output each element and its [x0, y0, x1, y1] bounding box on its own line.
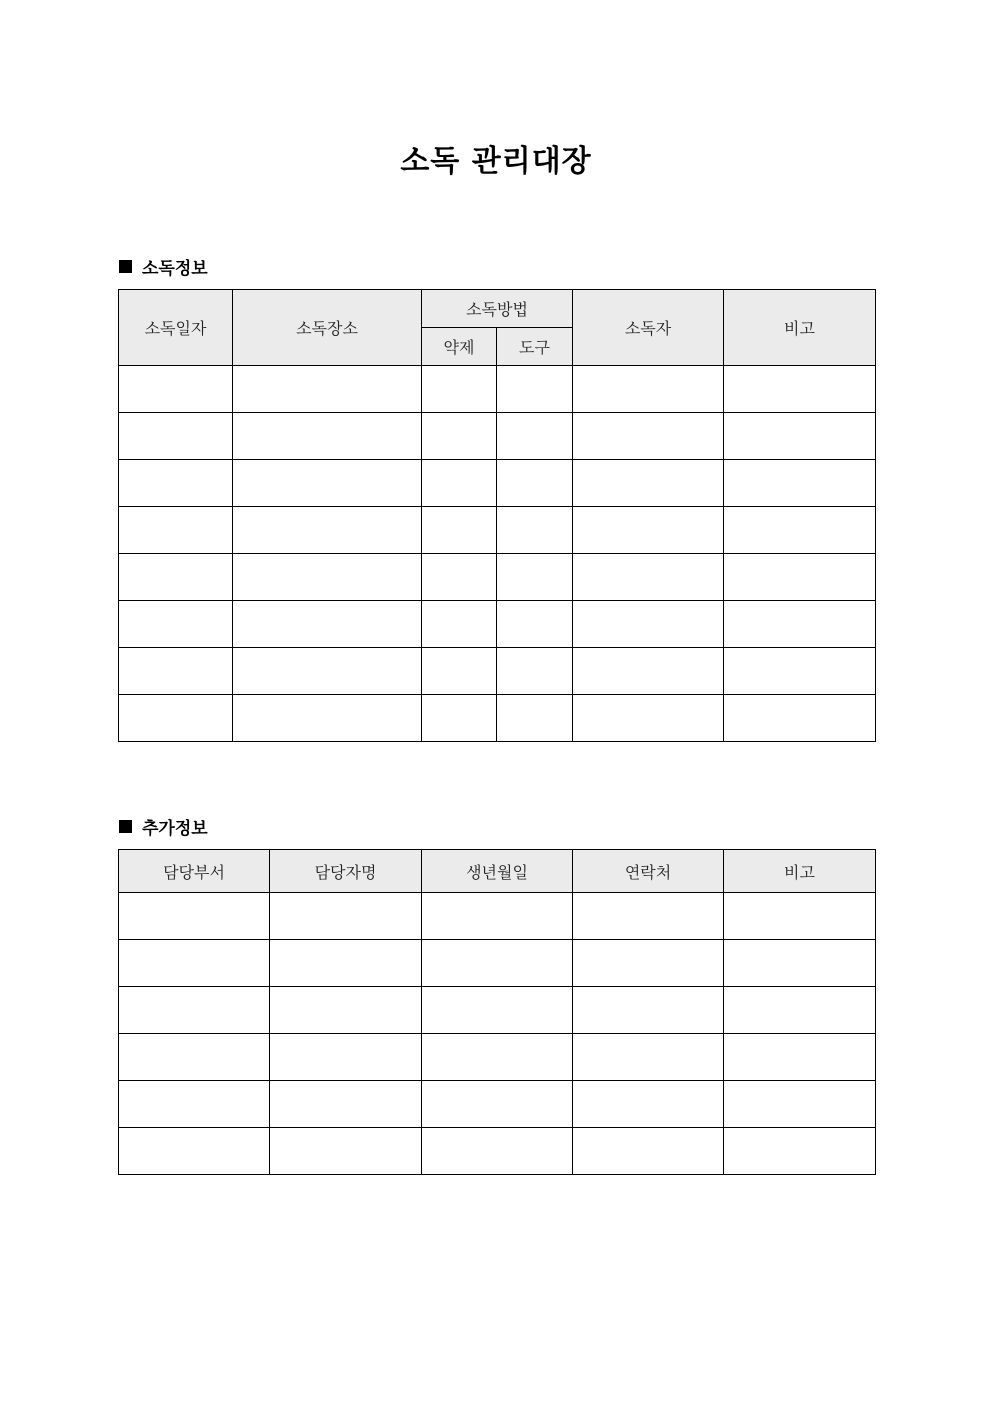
- table-row: [119, 1034, 876, 1081]
- header-date: 소독일자: [119, 290, 233, 366]
- table-cell[interactable]: [233, 554, 422, 601]
- header-remarks: 비고: [724, 850, 876, 893]
- table-cell[interactable]: [270, 940, 422, 987]
- table-row: [119, 507, 876, 554]
- table-cell[interactable]: [119, 648, 233, 695]
- table-cell[interactable]: [724, 893, 876, 940]
- table-cell[interactable]: [233, 507, 422, 554]
- section-heading-label: 추가정보: [142, 819, 208, 839]
- header-remarks: 비고: [724, 290, 876, 366]
- table-cell[interactable]: [724, 987, 876, 1034]
- table-cell[interactable]: [497, 554, 573, 601]
- table-cell[interactable]: [233, 366, 422, 413]
- table-cell[interactable]: [573, 987, 724, 1034]
- table-row: [119, 940, 876, 987]
- additional-info-table: [118, 849, 876, 1175]
- header-method-chemical: 약제: [422, 328, 497, 366]
- table-cell[interactable]: [497, 695, 573, 742]
- table-cell[interactable]: [724, 1034, 876, 1081]
- table-cell[interactable]: [233, 413, 422, 460]
- table-row: [119, 893, 876, 940]
- table-row: [119, 1128, 876, 1175]
- table-cell[interactable]: [119, 987, 270, 1034]
- table-cell[interactable]: [233, 695, 422, 742]
- table-cell[interactable]: [724, 507, 876, 554]
- table-cell[interactable]: [724, 460, 876, 507]
- header-method: 소독방법: [422, 290, 573, 328]
- table-row: [119, 1081, 876, 1128]
- header-place: 소독장소: [233, 290, 422, 366]
- table-cell[interactable]: [422, 940, 573, 987]
- table-cell[interactable]: [573, 1034, 724, 1081]
- table-cell[interactable]: [119, 460, 233, 507]
- table-cell[interactable]: [119, 507, 233, 554]
- table-cell[interactable]: [119, 1034, 270, 1081]
- table-cell[interactable]: [422, 507, 497, 554]
- table-cell[interactable]: [422, 1081, 573, 1128]
- table-cell[interactable]: [497, 460, 573, 507]
- table-cell[interactable]: [573, 940, 724, 987]
- table-cell[interactable]: [724, 554, 876, 601]
- table-cell[interactable]: [270, 987, 422, 1034]
- table-cell[interactable]: [724, 601, 876, 648]
- table-cell[interactable]: [573, 460, 724, 507]
- table-cell[interactable]: [233, 460, 422, 507]
- table-cell[interactable]: [573, 1081, 724, 1128]
- table-row: [119, 601, 876, 648]
- table-cell[interactable]: [422, 413, 497, 460]
- table-cell[interactable]: [422, 893, 573, 940]
- table-row: [119, 987, 876, 1034]
- section-heading-disinfection: [119, 254, 208, 279]
- table-cell[interactable]: [724, 1128, 876, 1175]
- table-cell[interactable]: [573, 1128, 724, 1175]
- table-row: [119, 695, 876, 742]
- table-cell[interactable]: [497, 601, 573, 648]
- table-cell[interactable]: [422, 987, 573, 1034]
- page-title: 소독 관리대장: [400, 144, 592, 179]
- table-cell[interactable]: [119, 893, 270, 940]
- header-manager-name: 담당자명: [270, 850, 422, 893]
- table-cell[interactable]: [724, 648, 876, 695]
- table-row: [119, 648, 876, 695]
- table-cell[interactable]: [573, 601, 724, 648]
- header-birthdate: 생년월일: [422, 850, 573, 893]
- table-cell[interactable]: [422, 648, 497, 695]
- table-cell[interactable]: [573, 554, 724, 601]
- table-cell[interactable]: [422, 695, 497, 742]
- table-cell[interactable]: [497, 507, 573, 554]
- black-square-bullet-icon: [119, 820, 132, 833]
- table-cell[interactable]: [119, 940, 270, 987]
- table-cell[interactable]: [573, 366, 724, 413]
- table-cell[interactable]: [422, 460, 497, 507]
- table-cell[interactable]: [119, 366, 233, 413]
- table-cell[interactable]: [573, 413, 724, 460]
- section-heading-additional: [119, 814, 208, 839]
- table-cell[interactable]: [724, 695, 876, 742]
- table-cell[interactable]: [270, 1034, 422, 1081]
- table-cell[interactable]: [497, 648, 573, 695]
- disinfection-table: [118, 289, 876, 742]
- header-method-tool: 도구: [497, 328, 573, 366]
- table-cell[interactable]: [270, 893, 422, 940]
- table-cell[interactable]: [422, 601, 497, 648]
- table-cell[interactable]: [119, 1128, 270, 1175]
- header-contact: 연락처: [573, 850, 724, 893]
- table-cell[interactable]: [573, 695, 724, 742]
- table-cell[interactable]: [422, 366, 497, 413]
- table-cell[interactable]: [270, 1128, 422, 1175]
- table-row: [119, 554, 876, 601]
- header-department: 담당부서: [119, 850, 270, 893]
- table-cell[interactable]: [270, 1081, 422, 1128]
- table-cell[interactable]: [422, 1128, 573, 1175]
- table-cell[interactable]: [724, 940, 876, 987]
- black-square-bullet-icon: [119, 260, 132, 273]
- table-row: [119, 413, 876, 460]
- table-cell[interactable]: [233, 601, 422, 648]
- table-row: [119, 366, 876, 413]
- table-cell[interactable]: [497, 366, 573, 413]
- section-heading-label: 소독정보: [142, 259, 208, 279]
- table-cell[interactable]: [119, 601, 233, 648]
- table-cell[interactable]: [724, 366, 876, 413]
- header-person: 소독자: [573, 290, 724, 366]
- table-cell[interactable]: [119, 1081, 270, 1128]
- table-cell[interactable]: [573, 648, 724, 695]
- table-cell[interactable]: [573, 893, 724, 940]
- table-cell[interactable]: [724, 1081, 876, 1128]
- table-cell[interactable]: [497, 413, 573, 460]
- table-row: [119, 460, 876, 507]
- table-cell[interactable]: [233, 648, 422, 695]
- table-cell[interactable]: [422, 554, 497, 601]
- table-cell[interactable]: [119, 695, 233, 742]
- table-cell[interactable]: [422, 1034, 573, 1081]
- table-cell[interactable]: [724, 413, 876, 460]
- table-cell[interactable]: [119, 413, 233, 460]
- table-cell[interactable]: [119, 554, 233, 601]
- table-cell[interactable]: [573, 507, 724, 554]
